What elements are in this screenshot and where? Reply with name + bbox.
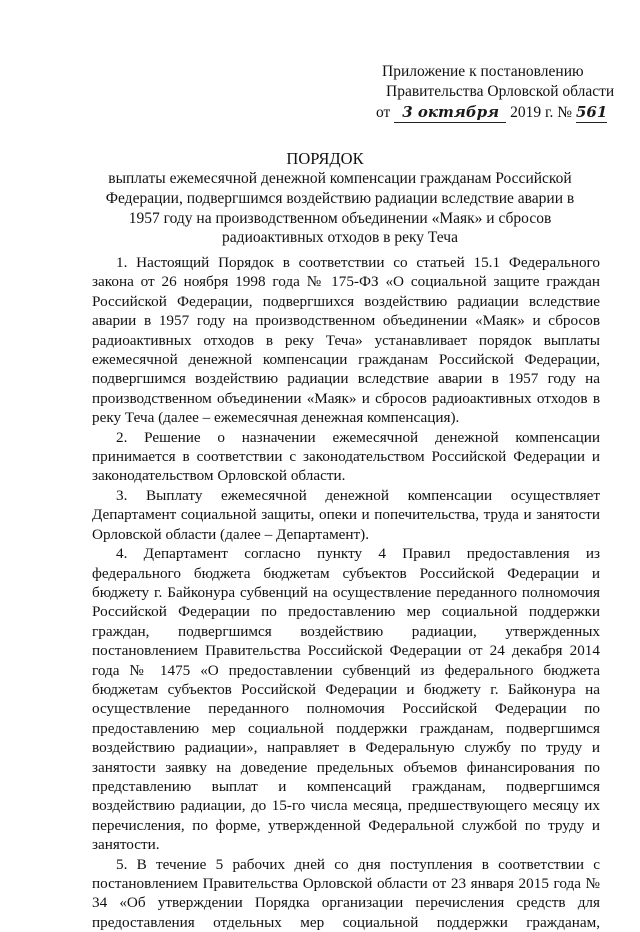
- approval-date-line: [360, 102, 620, 123]
- paragraph-4: 4. Департамент согласно пункту 4 Правил предоставления из федерального бюджета бюджетам субъектов Российской Федерации и бюджету г. Байконура субвенций на осуществление переданного полномочия Российской Федерации по предоставлению мер социальной поддержки граждан, подвергшимся воздействию радиации, утвержденных постановлением Правительства Российской Федерации от 24 декабря 2014 года № 1475 «О предоставлении субвенций из федерального бюджета бюджетам субъектов Российской Федерации и бюджету г. Байконура на осуществление переданного полномочия Российской Федерации по предоставлению мер социальной поддержки гражданам, подвергшимся воздействию радиации», направляет в Федеральную службу по труду и занятости заявку на доведение предельных объемов финансирования по представлению выплат и компенсаций гражданам, подвергшимся воздействию радиации, до 15-го числа месяца, предшествующего месяцу их перечисления, по форме, утвержденной Федеральной службой по труду и занятости.: [92, 545, 600, 854]
- document-body: [92, 253, 600, 932]
- approval-line-1: Приложение к постановлению: [382, 63, 584, 80]
- handwritten-date: 3 октября: [394, 102, 506, 123]
- approval-line-2: Правительства Орловской области: [386, 83, 615, 100]
- date-prefix: от: [376, 104, 391, 121]
- document-subtitle: выплаты ежемесячной денежной компенсации гражданам Российской Федерации, подвергшимся воздействию радиации вследствие аварии в 1957 году на производственном объединении «Маяк» и сбросов радиоактивных отходов в реку Теча: [105, 170, 575, 247]
- paragraph-1: 1. Настоящий Порядок в соответствии со статьей 15.1 Федерального закона от 26 ноября 1998 года № 175-ФЗ «О социальной защите граждан Российской Федерации, подвергшихся воздействию радиации вследствие аварии в 1957 году на производственном объединении «Маяк» и сбросов радиоактивных отходов в реку Теча» устанавливает порядок выплаты ежемесячной денежной компенсации гражданам Российской Федерации, подвергшимся воздействию радиации вследствие аварии в 1957 году на производственном объединении «Маяк» и сбросов радиоактивных отходов в реку Теча (далее – ежемесячная денежная компенсация).: [92, 254, 600, 427]
- approval-block: [360, 62, 620, 123]
- paragraph-3: 3. Выплату ежемесячной денежной компенсации осуществляет Департамент социальной защиты, опеки и попечительства, труда и занятости Орловской области (далее – Департамент).: [92, 486, 600, 543]
- document-title: ПОРЯДОК: [286, 149, 364, 168]
- paragraph-2: 2. Решение о назначении ежемесячной денежной компенсации принимается в соответствии с законодательством Российской Федерации и законодательством Орловской области.: [92, 428, 600, 485]
- paragraph-5: 5. В течение 5 рабочих дней со дня поступления в соответствии с постановлением Правительства Орловской области от 23 января 2015 года № 34 «Об утверждении Порядка организации перечисления средств для предоставления отдельных мер социальной поддержки гражданам,: [92, 855, 600, 931]
- date-year: 2019 г. №: [510, 104, 573, 121]
- handwritten-number: 561: [575, 103, 608, 121]
